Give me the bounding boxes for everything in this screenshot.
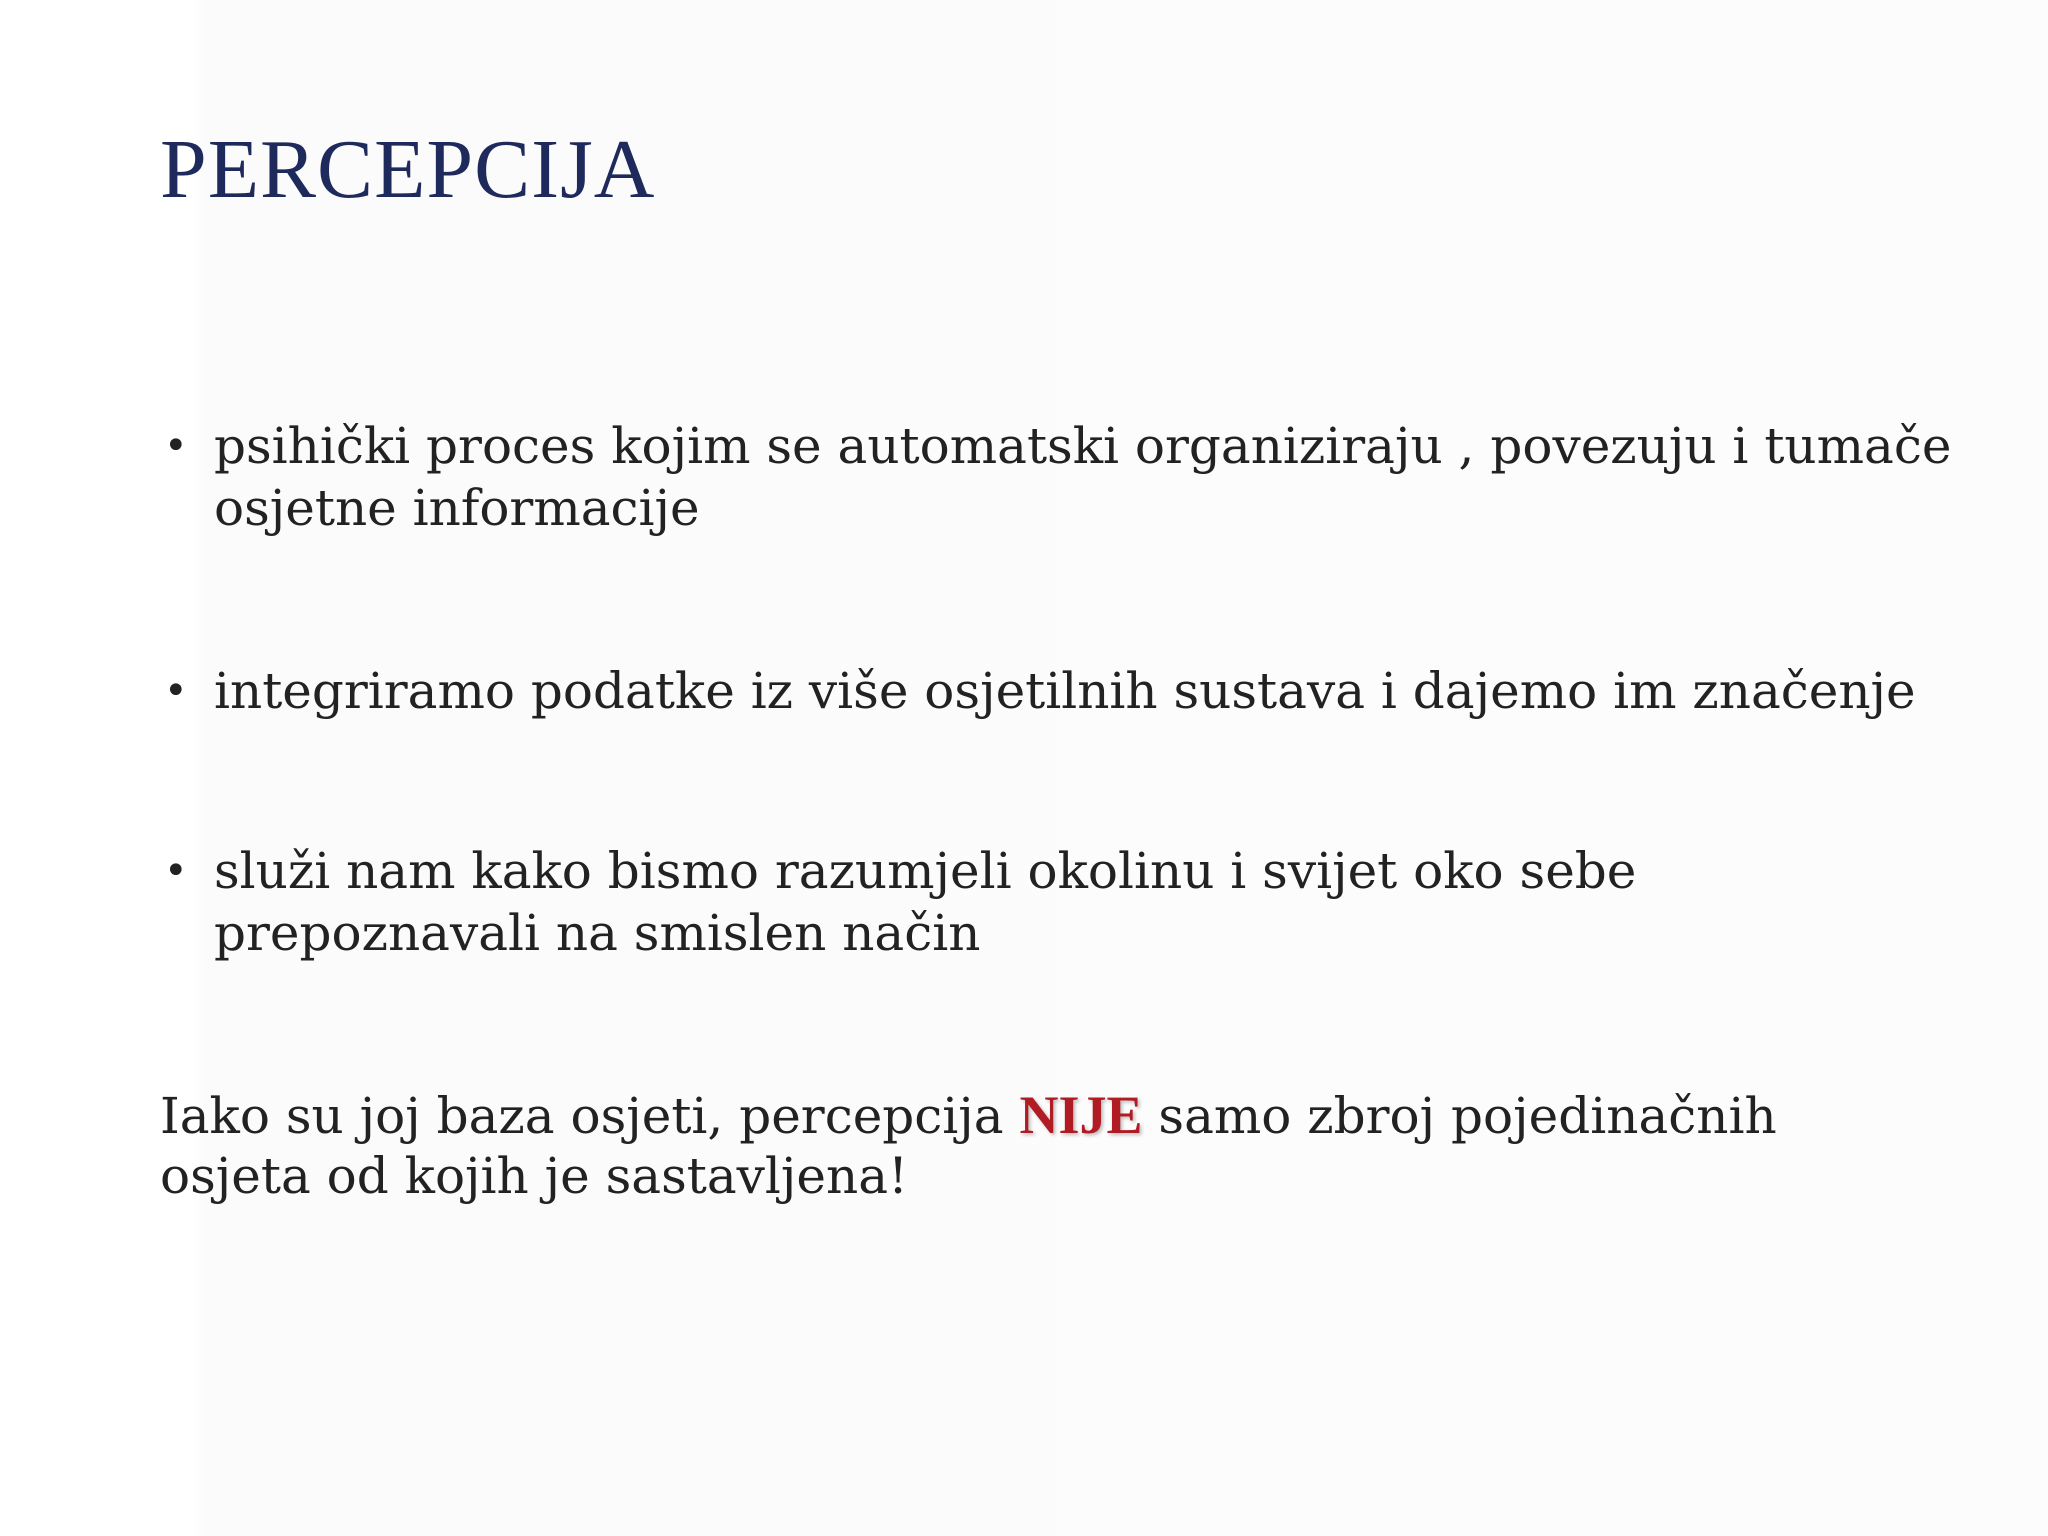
conclusion-text-after: samo zbroj pojedinačnih osjeta od kojih je sastavljena! [160, 1087, 1777, 1205]
bullet-item [160, 840, 1954, 964]
slide-title: PERCEPCIJA [160, 123, 656, 216]
bullet-dot-icon: • [164, 848, 188, 894]
bullet-text: psihički proces kojim se automatski organiziraju , povezuju i tumače osjetne informacije [214, 417, 1952, 537]
conclusion-statement [160, 1085, 1900, 1206]
bullet-text: služi nam kako bismo razumjeli okolinu i svijet oko sebe prepoznavali na smislen način [214, 842, 1637, 962]
conclusion-text-before: Iako su joj baza osjeti, percepcija [160, 1087, 1020, 1145]
emphasis-word: NIJE [1019, 1085, 1143, 1145]
bullet-dot-icon: • [164, 668, 188, 714]
bullet-text: integriramo podatke iz više osjetilnih sustava i dajemo im značenje [214, 662, 1916, 720]
bullet-item [160, 415, 1954, 539]
bullet-item [160, 660, 1954, 722]
bullet-dot-icon: • [164, 423, 188, 469]
